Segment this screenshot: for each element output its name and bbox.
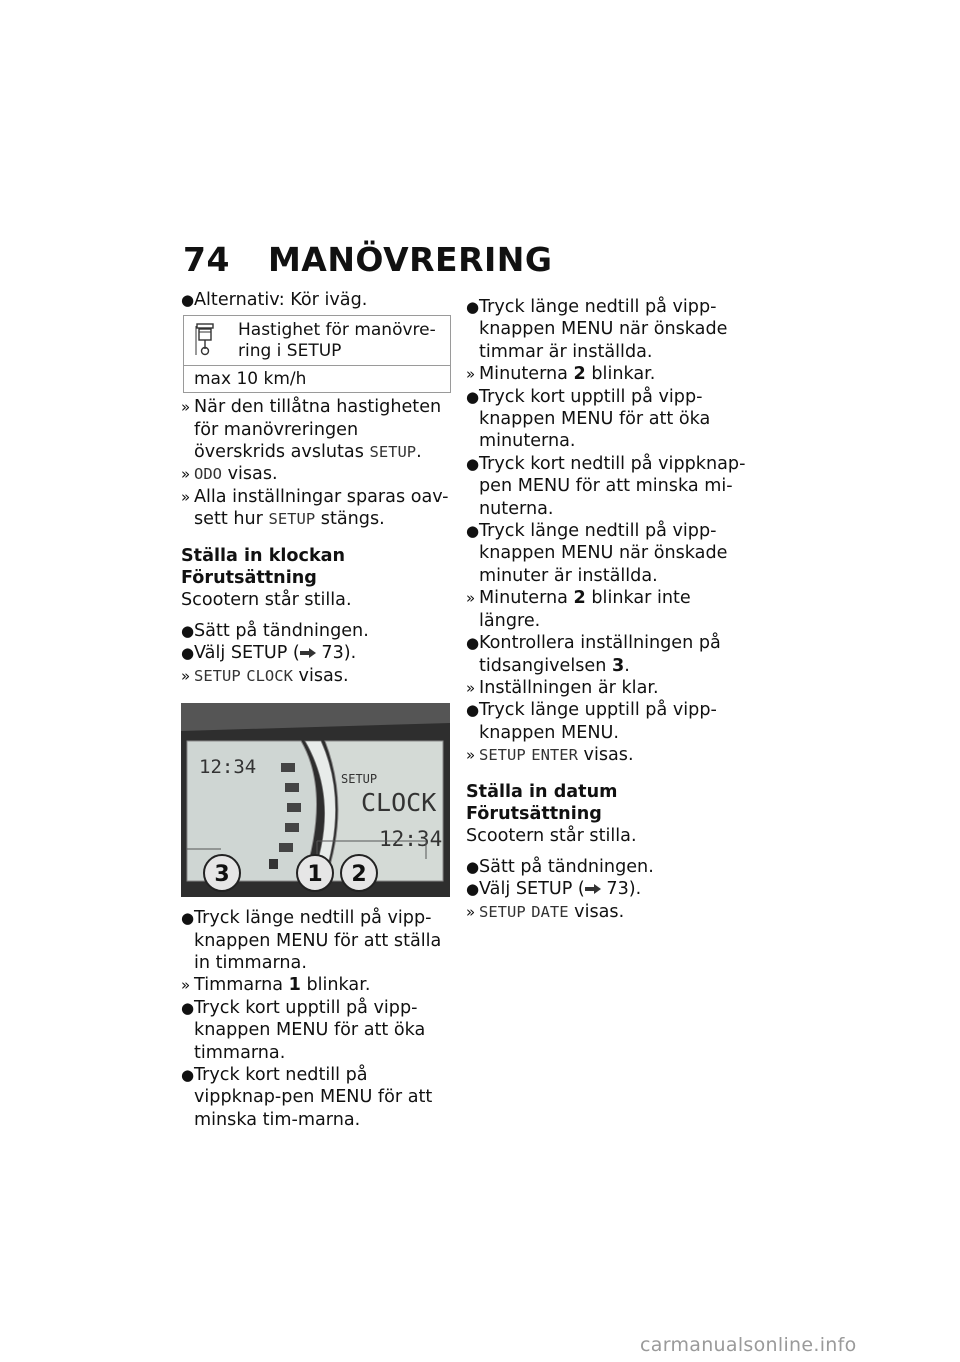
list-item: ● Tryck länge nedtill på vipp-knappen MENU för att ställa in timmarna. (181, 908, 442, 973)
page-ref-arrow-icon (300, 648, 316, 658)
prereq-title: Förutsättning (466, 803, 602, 824)
page-header (183, 240, 553, 279)
lcd-small-time: 12:34 (199, 756, 257, 779)
bullet-marker: ● (181, 291, 195, 309)
page-ref: 73 (321, 643, 344, 664)
result-item: » När den tillåtna hastigheten för manövreringen överskrids avslutas SETUP. (181, 397, 442, 463)
list-item: ● Sätt på tändningen. (181, 620, 369, 641)
page-ref-arrow-icon (585, 884, 601, 894)
result-item: » SETUP CLOCK visas. (181, 665, 349, 686)
result-item: » ODO visas. (181, 464, 278, 485)
spec-table (183, 315, 451, 393)
section-title-clock: Ställa in klockan (181, 545, 346, 566)
result-item: » Alla inställningar sparas oav-sett hur SETUP stängs. (181, 486, 449, 530)
callout-3: 3 (214, 862, 230, 888)
page-title: MANÖVRERING (267, 240, 553, 279)
lcd-clock-label: CLOCK (361, 788, 437, 818)
lcd-setup-label: SETUP (341, 772, 378, 787)
list-item: ● Alternativ: Kör iväg. (181, 290, 368, 310)
right-column (466, 296, 746, 923)
section-title-date: Ställa in datum (466, 781, 618, 802)
piston-gauge-icon (194, 322, 216, 356)
page-ref: 73 (606, 879, 629, 900)
list-item: ● Tryck länge upptill på vipp-knappen MENU. (466, 700, 717, 743)
spec-value: max 10 km/h (184, 365, 451, 392)
prereq-text: Scootern står stilla. (181, 590, 352, 611)
result-item: » Minuterna 2 blinkar inte längre. (466, 588, 691, 631)
left-column (181, 289, 453, 1131)
callout-2: 2 (351, 862, 367, 888)
list-item: ● Sätt på tändningen. (466, 856, 654, 877)
list-item: ● Tryck kort upptill på vipp-knappen MENU för att öka timmarna. (181, 997, 426, 1063)
list-item: ● Välj SETUP ( 73). (466, 879, 642, 900)
lcd-time: 12:34 (379, 827, 443, 852)
callout-1: 1 (307, 862, 323, 888)
result-item: » Minuterna 2 blinkar. (466, 364, 656, 385)
lcd-display-illustration (181, 703, 450, 897)
spec-label: Hastighet för manövre-ring i SETUP (238, 316, 451, 365)
instrument-cluster-figure (181, 703, 450, 897)
result-item: » Inställningen är klar. (466, 677, 659, 698)
list-item: ● Tryck kort nedtill på vippknap-pen MENU för att minska mi-nuterna. (466, 453, 746, 519)
list-item: ● Kontrollera inställningen på tidsangivelsen 3. (466, 633, 721, 676)
page-number: 74 (183, 240, 230, 279)
prereq-text: Scootern står stilla. (466, 826, 637, 847)
result-item: » Timmarna 1 blinkar. (181, 975, 371, 996)
result-item: » SETUP ENTER visas. (466, 745, 634, 766)
result-item: » SETUP DATE visas. (466, 901, 625, 922)
list-item: ● Tryck länge nedtill på vipp-knappen MENU när önskade minuter är inställda. (466, 521, 728, 586)
list-item: ● Välj SETUP ( 73). (181, 643, 357, 664)
prereq-title: Förutsättning (181, 568, 317, 589)
list-item: ● Tryck länge nedtill på vipp-knappen MENU när önskade timmar är inställda. (466, 297, 728, 362)
watermark: carmanualsonline.info (640, 1334, 857, 1356)
list-item: ● Tryck kort nedtill på vippknap-pen MENU för att minska tim-marna. (181, 1064, 433, 1130)
list-item: ● Tryck kort upptill på vipp-knappen MENU för att öka minuterna. (466, 386, 711, 452)
